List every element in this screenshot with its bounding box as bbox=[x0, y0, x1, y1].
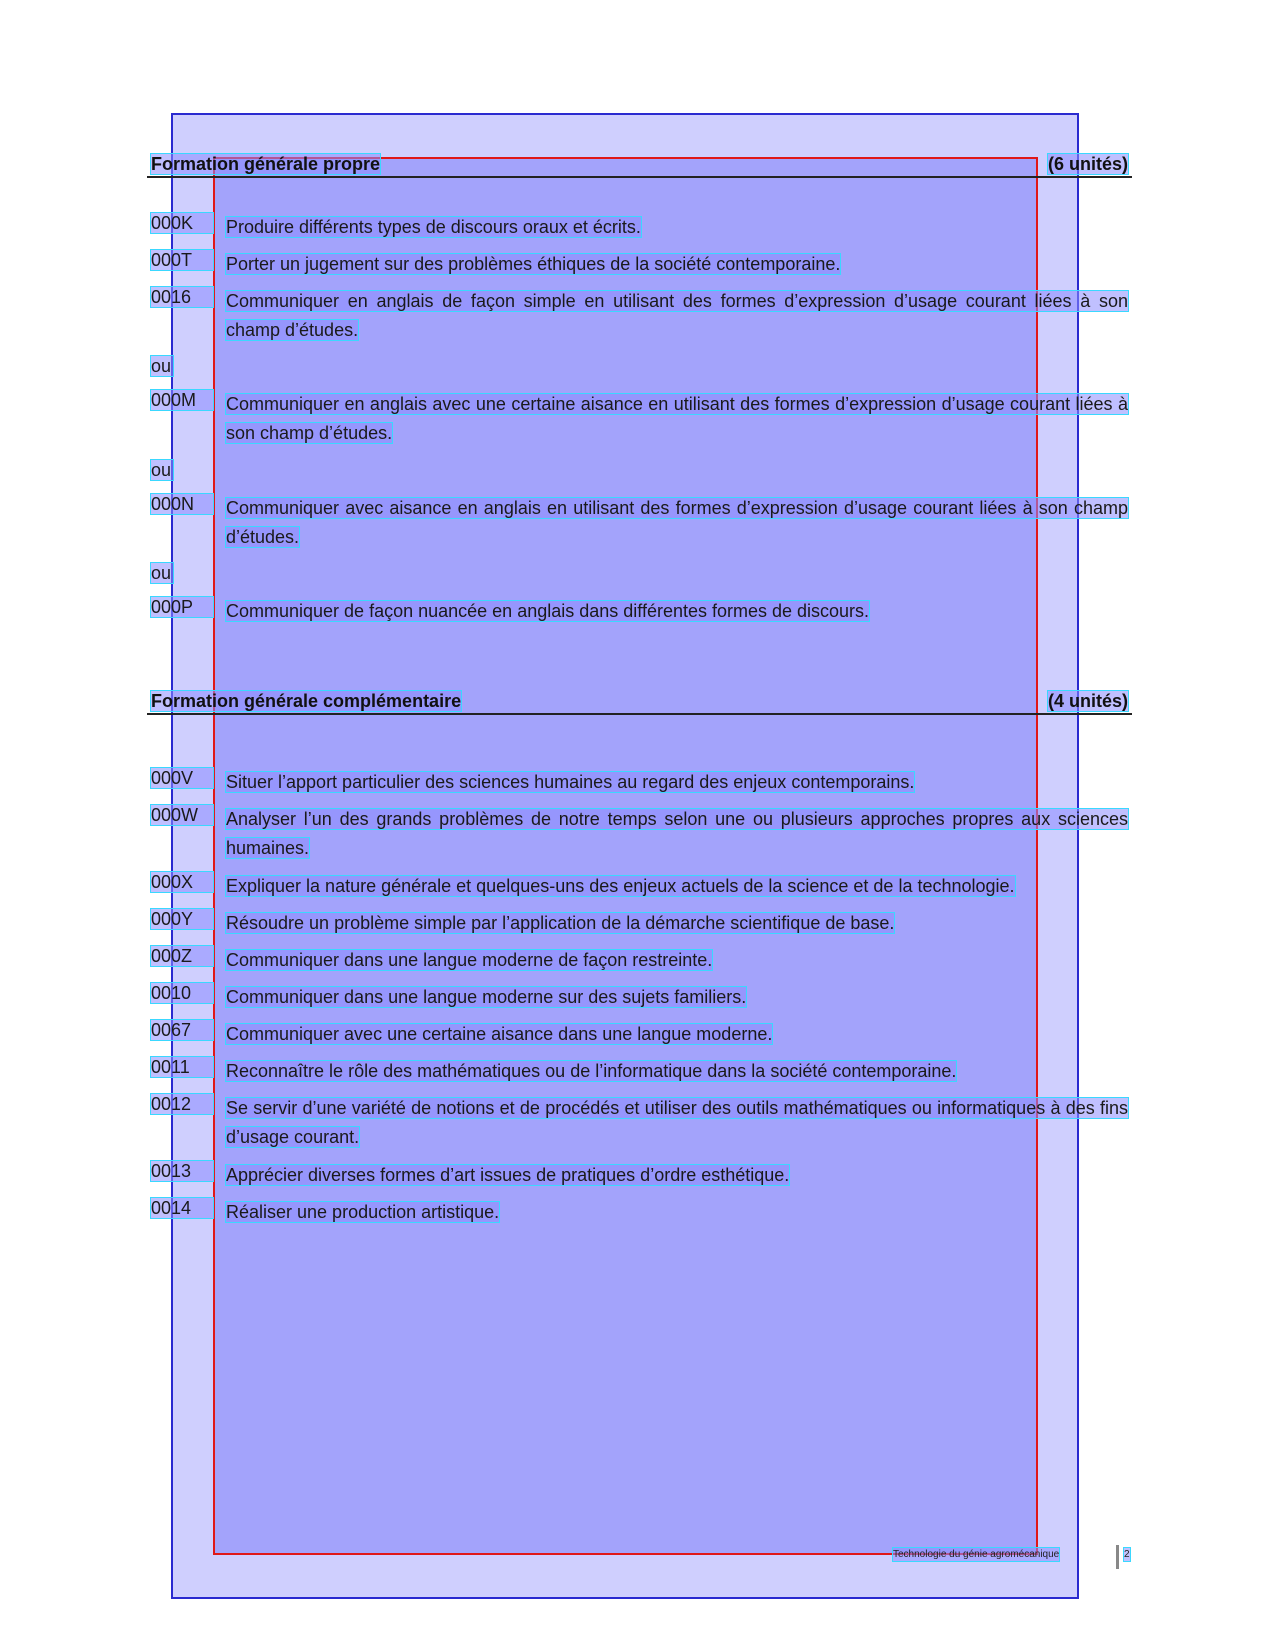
competency-code: 000Z bbox=[151, 946, 213, 966]
competency-code: 000Y bbox=[151, 909, 213, 929]
competency-text: Communiquer en anglais de façon simple en utilisant des formes d’expression d’usage courant liées à son champ d’études. bbox=[226, 291, 1128, 340]
competency-text: Produire différents types de discours oraux et écrits. bbox=[226, 217, 641, 237]
competency-code: 000X bbox=[151, 872, 213, 892]
competency-text: Réaliser une production artistique. bbox=[226, 1202, 500, 1222]
or-label: ou bbox=[151, 356, 172, 376]
section-heading-formation-propre bbox=[151, 154, 1128, 174]
competency-code: 0067 bbox=[151, 1020, 213, 1040]
competency-text: Communiquer dans une langue moderne de façon restreinte. bbox=[226, 950, 713, 970]
competency-code: 000N bbox=[151, 494, 213, 514]
page-number: 2 bbox=[1124, 1549, 1130, 1560]
competency-text: Communiquer en anglais avec une certaine aisance en utilisant des formes d’expression d’usage courant liées à son champ d’études. bbox=[226, 394, 1128, 443]
competency-text: Communiquer dans une langue moderne sur des sujets familiers. bbox=[226, 987, 747, 1007]
section-rule bbox=[147, 713, 1132, 715]
competency-code: 0010 bbox=[151, 983, 213, 1003]
competency-code: 000K bbox=[151, 213, 213, 233]
competency-code: 0016 bbox=[151, 287, 213, 307]
competency-text: Résoudre un problème simple par l’application de la démarche scientifique de base. bbox=[226, 913, 895, 933]
competency-code: 0011 bbox=[151, 1057, 213, 1077]
competency-text: Communiquer de façon nuancée en anglais dans différentes formes de discours. bbox=[226, 601, 870, 621]
competency-code: 000V bbox=[151, 768, 213, 788]
competency-text: Apprécier diverses formes d’art issues de pratiques d’ordre esthétique. bbox=[226, 1165, 790, 1185]
or-label: ou bbox=[151, 460, 172, 480]
competency-code: 000P bbox=[151, 597, 213, 617]
competency-text: Reconnaître le rôle des mathématiques ou de l’informatique dans la société contemporaine. bbox=[226, 1061, 957, 1081]
section-rule bbox=[147, 176, 1132, 178]
competency-code: 0013 bbox=[151, 1161, 213, 1181]
competency-text: Analyser l’un des grands problèmes de notre temps selon une ou plusieurs approches propres aux sciences humaines. bbox=[226, 809, 1128, 858]
competency-text: Se servir d’une variété de notions et de procédés et utiliser des outils mathématiques ou informatiques à des fins d’usage courant. bbox=[226, 1098, 1128, 1147]
competency-text: Communiquer avec aisance en anglais en utilisant des formes d’expression d’usage courant liées à son champ d’études. bbox=[226, 498, 1128, 547]
competency-text: Porter un jugement sur des problèmes éthiques de la société contemporaine. bbox=[226, 254, 841, 274]
section-title: Formation générale complémentaire bbox=[151, 691, 462, 711]
competency-text: Situer l’apport particulier des sciences humaines au regard des enjeux contemporains. bbox=[226, 772, 915, 792]
or-label: ou bbox=[151, 563, 172, 583]
competency-text: Communiquer avec une certaine aisance dans une langue moderne. bbox=[226, 1024, 773, 1044]
competency-code: 0012 bbox=[151, 1094, 213, 1114]
competency-text: Expliquer la nature générale et quelques-uns des enjeux actuels de la science et de la technologie. bbox=[226, 876, 1015, 896]
footer-separator bbox=[1116, 1545, 1119, 1569]
competency-code: 000T bbox=[151, 250, 213, 270]
section-units: (4 unités) bbox=[1047, 691, 1128, 711]
section-title: Formation générale propre bbox=[151, 154, 381, 174]
competency-code: 000W bbox=[151, 805, 213, 825]
competency-code: 0014 bbox=[151, 1198, 213, 1218]
competency-code: 000M bbox=[151, 390, 213, 410]
section-heading-formation-complementaire bbox=[151, 691, 1128, 711]
footer-program-name: Technologie du génie agromécanique bbox=[893, 1549, 1060, 1560]
section-units: (6 unités) bbox=[1047, 154, 1128, 174]
